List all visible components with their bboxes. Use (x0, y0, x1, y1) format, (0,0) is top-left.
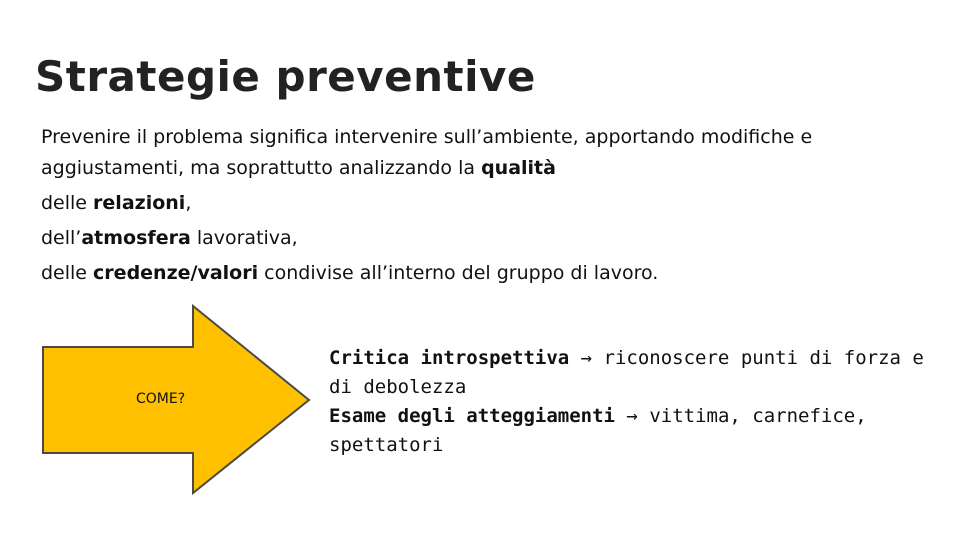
paragraph-4-tail: condivise all’interno del gruppo di lavoro. (258, 262, 659, 284)
paragraph-3-bold: atmosfera (81, 227, 191, 249)
paragraph-2-bold: relazioni (93, 192, 186, 214)
paragraph-3-lead: dell’ (41, 227, 82, 249)
paragraph-3-tail: lavorativa, (190, 227, 298, 249)
slide-title: Strategie preventive (35, 52, 536, 101)
right-item-2-bold: Esame degli atteggiamenti (329, 405, 615, 427)
right-item-1-bold: Critica introspettiva (329, 347, 570, 369)
paragraph-1-bold: qualità (481, 157, 556, 179)
right-item-2-rest: vittima, carnefice, spettatori (329, 405, 867, 456)
arrow-label: COME? (136, 391, 186, 407)
right-item-1-arrow: → (569, 347, 604, 369)
right-item-1-rest: riconoscere punti di forza e di debolezza (329, 347, 924, 398)
right-text-block (329, 344, 929, 460)
right-item-2-arrow: → (614, 405, 650, 427)
right-item-1 (329, 344, 929, 402)
paragraph-1-text: Prevenire il problema significa intervenire sull’ambiente, apportando modifiche e aggiustamenti, ma soprattutto analizzando la (41, 126, 813, 179)
paragraph-4-lead: delle (41, 262, 94, 284)
right-item-2 (329, 402, 929, 460)
paragraph-4-bold: credenze/valori (93, 262, 259, 284)
paragraph-2-tail: , (185, 192, 192, 214)
paragraph-2-lead: delle (41, 192, 94, 214)
